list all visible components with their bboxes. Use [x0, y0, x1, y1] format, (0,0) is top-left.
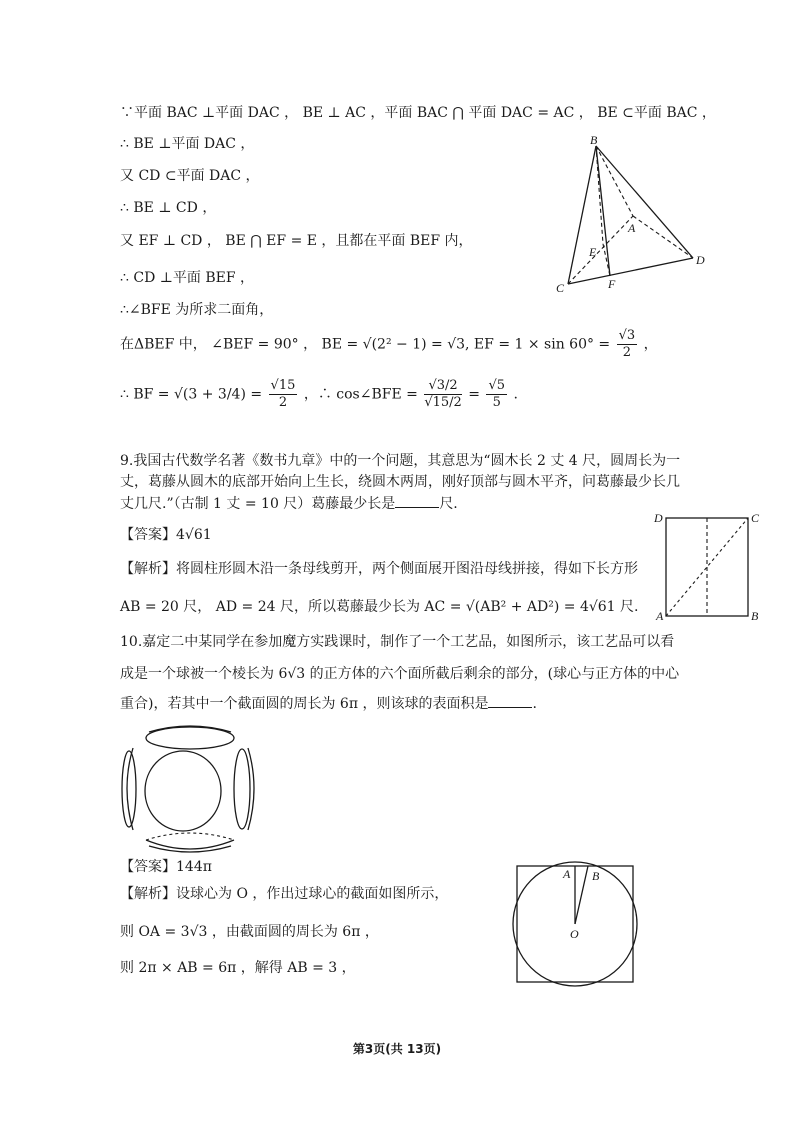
- edge-bf: [596, 146, 610, 276]
- label-c: C: [751, 511, 760, 525]
- q10-line-1: 10.嘉定二中某同学在参加魔方实践课时，制作了一个工艺品，如图所示，该工艺品可以看: [120, 634, 675, 650]
- right-cut-ellipse: [234, 749, 250, 829]
- fraction-numerator: √15: [270, 378, 296, 393]
- tetrahedron-figure: [548, 132, 718, 297]
- bf-fraction: [269, 378, 298, 411]
- q10-explanation-1: 【解析】设球心为 O ，作出过球心的截面如图所示，: [120, 886, 449, 902]
- label-b: B: [590, 133, 598, 147]
- q9-line-3: [120, 494, 458, 514]
- q9-line-1: 9.我国古代数学名著《数书九章》中的一个问题，其意思为“圆木长 2 丈 4 尺，圆周长为一: [120, 453, 681, 469]
- edge-ad: [633, 216, 693, 258]
- edge-bd: [596, 146, 693, 258]
- answer-blank: [488, 707, 532, 708]
- page-footer: 第3页(共 13页): [352, 1042, 442, 1056]
- triangle-bef-text: 在ΔBEF 中， ∠BEF = 90° ， BE = √(2² − 1) = √3, EF = 1 × sin 60° =: [120, 336, 611, 353]
- q9-explanation-1: 【解析】将圆柱形圆木沿一条母线剪开，两个侧面展开图沿母线拼接，得如下长方形: [120, 561, 638, 577]
- bottom-cut-front: [146, 840, 234, 849]
- front-cut-circle: [145, 751, 221, 831]
- fraction-denominator: 2: [622, 345, 632, 360]
- proof-line-4: ∴ BE ⊥ CD ，: [120, 200, 217, 216]
- label-d: D: [696, 253, 705, 267]
- fraction-numerator: √3/2: [424, 378, 461, 395]
- q10-answer: 【答案】144π: [120, 859, 212, 875]
- punctuation: ，: [643, 336, 658, 353]
- label-b: B: [751, 609, 759, 623]
- proof-line-6: ∴ CD ⊥平面 BEF ，: [120, 270, 255, 286]
- q10-line-3: [120, 694, 537, 714]
- fraction-numerator: √5: [488, 378, 506, 393]
- label-b: B: [592, 869, 600, 883]
- result-fraction: [486, 378, 507, 411]
- period: .: [513, 386, 518, 403]
- bf-text: ∴ BF = √(3 + 3/4) =: [120, 386, 263, 403]
- q10-explanation-3: 则 2π × AB = 6π ，解得 AB = 3 ，: [120, 960, 356, 976]
- ef-fraction: [617, 328, 638, 361]
- q10-question-text: 重合)，若其中一个截面圆的周长为 6π ，则该球的表面积是: [120, 696, 489, 712]
- fraction-numerator: √3: [618, 328, 636, 343]
- answer-blank: [395, 507, 439, 508]
- q10-end: .: [532, 696, 537, 712]
- cos-fraction: [424, 378, 461, 411]
- q9-explanation-2: AB = 20 尺， AD = 24 尺，所以葛藤最少长为 AC = √(AB² + AD²) = 4√61 尺.: [120, 599, 639, 615]
- edge-ba: [596, 146, 633, 216]
- label-o: O: [570, 927, 579, 941]
- edge-be: [596, 146, 603, 244]
- bottom-cut-ellipse: [146, 833, 234, 840]
- label-c: C: [556, 281, 565, 295]
- label-d: D: [654, 511, 663, 525]
- proof-line-9: [120, 378, 518, 411]
- label-f: F: [608, 277, 616, 291]
- fraction-denominator: 5: [492, 395, 501, 410]
- fraction-denominator: √15/2: [424, 395, 462, 410]
- q9-question-text: 丈几尺.”（古制 1 丈 = 10 尺）葛藤最少长是: [120, 496, 396, 512]
- proof-line-3: 又 CD ⊂平面 DAC ，: [120, 168, 260, 184]
- label-a: A: [656, 609, 664, 623]
- equals-sign: =: [468, 386, 480, 403]
- sphere-outline: [127, 726, 254, 852]
- q10-explanation-2: 则 OA = 3√3 ，由截面圆的周长为 6π ，: [120, 924, 379, 940]
- rectangle-figure: [652, 508, 772, 624]
- label-a: A: [563, 867, 571, 881]
- cos-text: ，∴ cos∠BFE =: [303, 386, 418, 403]
- fraction-denominator: 2: [278, 395, 288, 410]
- proof-line-5: 又 EF ⊥ CD ， BE ⋂ EF = E ，且都在平面 BEF 内，: [120, 233, 473, 249]
- q9-answer: 【答案】4√61: [120, 527, 212, 543]
- label-a: A: [628, 221, 636, 235]
- top-cut-ellipse: [146, 727, 234, 749]
- label-e: E: [589, 245, 597, 259]
- circle-square-figure: [508, 858, 642, 988]
- q9-unit: 尺.: [439, 496, 458, 512]
- proof-line-7: ∴∠BFE 为所求二面角，: [120, 302, 274, 318]
- proof-line-1: ∵平面 BAC ⊥平面 DAC ， BE ⊥ AC ，平面 BAC ⋂ 平面 DAC = AC ， BE ⊂平面 BAC ，: [120, 105, 716, 121]
- q9-line-2: 丈，葛藤从圆木的底部开始向上生长，绕圆木两周，刚好顶部与圆木平齐，问葛藤最少长几: [120, 474, 680, 490]
- proof-line-2: ∴ BE ⊥平面 DAC ，: [120, 136, 255, 152]
- proof-line-8: [120, 328, 658, 361]
- edge-cd: [568, 258, 693, 284]
- q10-line-2: 成是一个球被一个棱长为 6√3 的正方体的六个面所截后剩余的部分，(球心与正方体的中心: [120, 666, 680, 682]
- edge-ca: [568, 216, 633, 284]
- segment-ob: [575, 866, 588, 924]
- edge-bc: [568, 146, 596, 284]
- truncated-sphere-figure: [113, 718, 268, 860]
